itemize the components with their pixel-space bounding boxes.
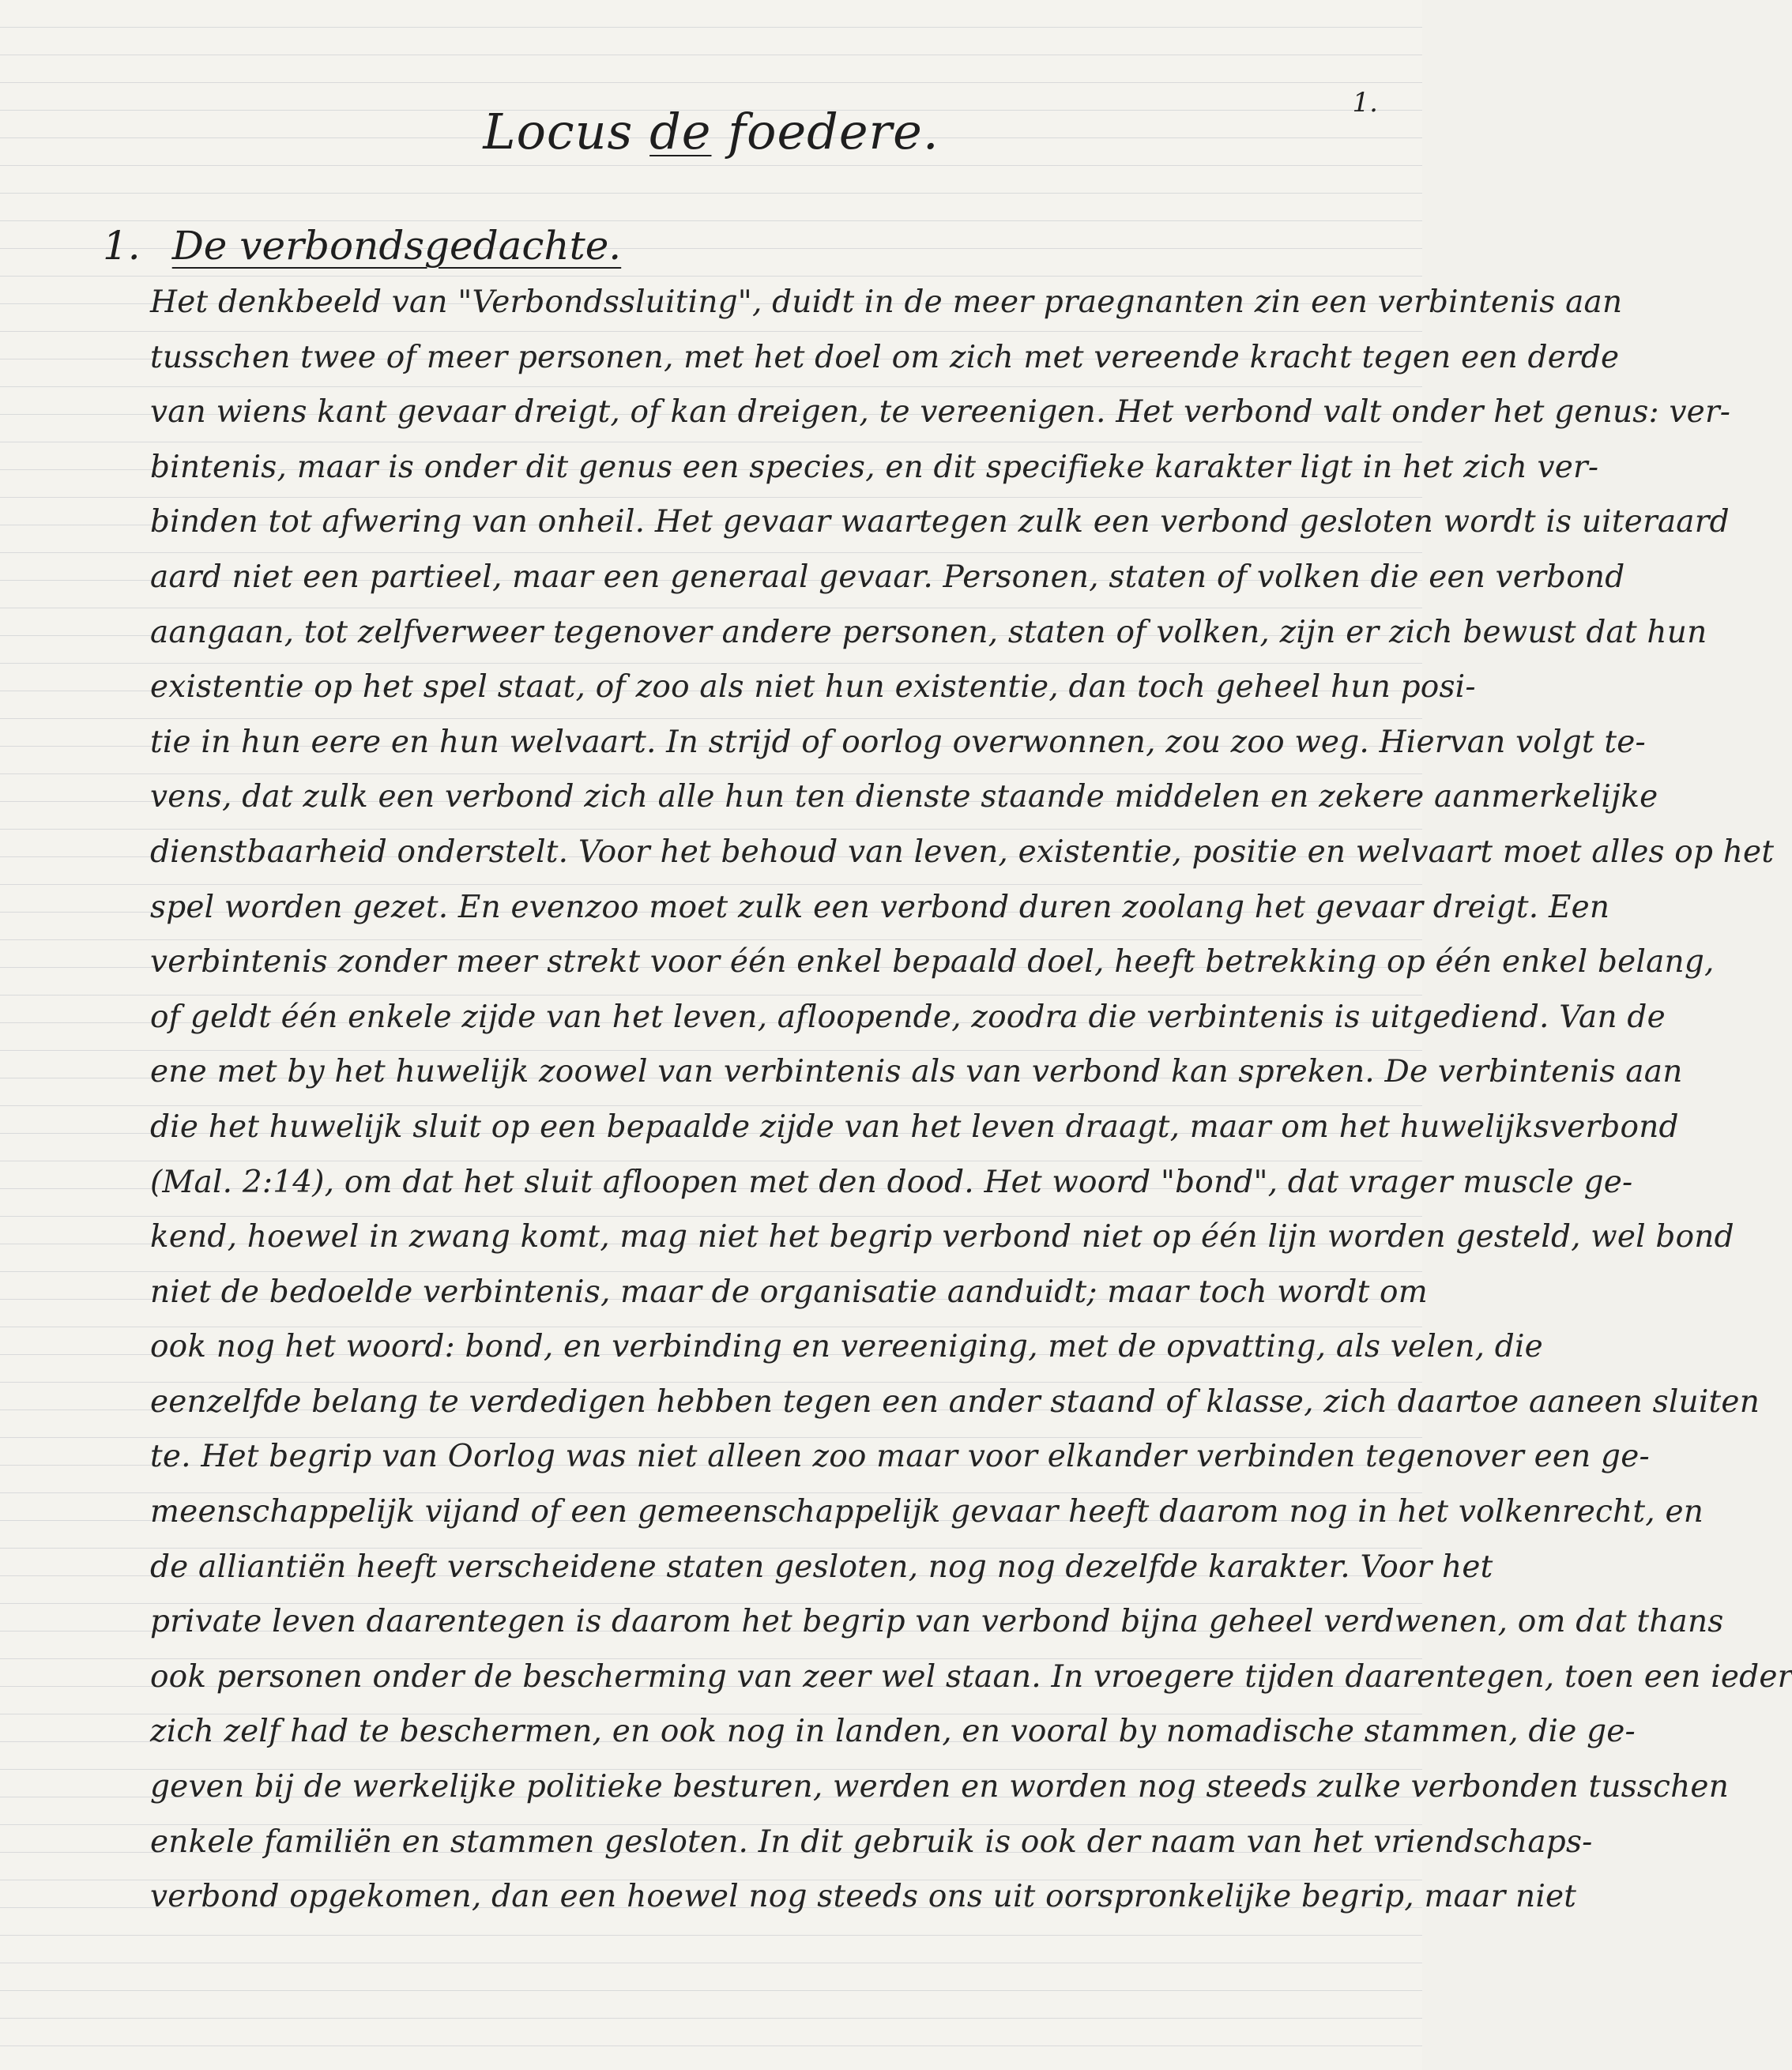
section-heading-text: De verbondsgedachte. bbox=[171, 223, 622, 269]
text-line: enkele familiën en stammen gesloten. In dit gebruik is ook der naam van het vriendschaps- bbox=[150, 1823, 1593, 1860]
text-line: tusschen twee of meer personen, met het doel om zich met vereende kracht tegen een derde bbox=[150, 339, 1620, 375]
title-after: foedere. bbox=[711, 103, 939, 160]
page-title bbox=[0, 103, 1422, 160]
text-line: (Mal. 2:14), om dat het sluit afloopen met den dood. Het woord "bond", dat vrager muscle ge- bbox=[150, 1164, 1633, 1200]
text-line: geven bij de werkelijke politieke besturen, werden en worden nog steeds zulke verbonden tusschen bbox=[150, 1769, 1730, 1805]
text-line: Het denkbeeld van "Verbondssluiting", duidt in de meer praegnanten zin een verbintenis aan bbox=[150, 284, 1623, 320]
text-line: ene met by het huwelijk zoowel van verbintenis als van verbond kan spreken. De verbintenis aan bbox=[150, 1054, 1683, 1090]
text-line: aard niet een partieel, maar een generaal gevaar. Personen, staten of volken die een verbond bbox=[150, 559, 1625, 595]
text-line: verbintenis zonder meer strekt voor één enkel bepaald doel, heeft betrekking op één enkel belang, bbox=[150, 944, 1715, 980]
text-line: vens, dat zulk een verbond zich alle hun ten dienste staande middelen en zekere aanmerkelijke bbox=[150, 779, 1658, 815]
title-before: Locus bbox=[483, 103, 650, 160]
text-line: verbond opgekomen, dan een hoewel nog steeds ons uit oorspronkelijke begrip, maar niet bbox=[150, 1879, 1577, 1915]
text-line: de alliantiën heeft verscheidene staten gesloten, nog nog dezelfde karakter. Voor het bbox=[150, 1549, 1493, 1585]
text-line: kend, hoewel in zwang komt, mag niet het begrip verbond niet op één lijn worden gesteld, wel bond bbox=[150, 1219, 1734, 1255]
body-text bbox=[150, 275, 1792, 1925]
text-line: te. Het begrip van Oorlog was niet alleen zoo maar voor elkander verbinden tegenover een ge- bbox=[150, 1439, 1650, 1475]
text-line: binden tot afwering van onheil. Het gevaar waartegen zulk een verbond gesloten wordt is uiteraard bbox=[150, 504, 1730, 540]
text-line: ook personen onder de bescherming van zeer wel staan. In vroegere tijden daarentegen, toen een ieder bbox=[150, 1658, 1792, 1695]
text-line: spel worden gezet. En evenzoo moet zulk een verbond duren zoolang het gevaar dreigt. Een bbox=[150, 889, 1610, 925]
text-line: aangaan, tot zelfverweer tegenover andere personen, staten of volken, zijn er zich bewust dat hun bbox=[150, 614, 1707, 650]
text-line: tie in hun eere en hun welvaart. In strijd of oorlog overwonnen, zou zoo weg. Hiervan volgt te- bbox=[150, 724, 1646, 760]
text-line: van wiens kant gevaar dreigt, of kan dreigen, te vereenigen. Het verbond valt onder het genus: ver- bbox=[150, 394, 1731, 431]
text-line: meenschappelijk vijand of een gemeenschappelijk gevaar heeft daarom nog in het volkenrecht, en bbox=[150, 1494, 1704, 1530]
text-line: existentie op het spel staat, of zoo als niet hun existentie, dan toch geheel hun posi- bbox=[150, 669, 1476, 706]
text-line: private leven daarentegen is daarom het begrip van verbond bijna geheel verdwenen, om dat thans bbox=[150, 1604, 1724, 1640]
section-number: 1. bbox=[103, 223, 141, 269]
text-line: zich zelf had te beschermen, en ook nog in landen, en vooral by nomadische stammen, die ge- bbox=[150, 1714, 1636, 1750]
text-line: niet de bedoelde verbintenis, maar de organisatie aanduidt; maar toch wordt om bbox=[150, 1274, 1428, 1310]
text-line: die het huwelijk sluit op een bepaalde zijde van het leven draagt, maar om het huwelijksverbond bbox=[150, 1108, 1679, 1145]
section-heading bbox=[103, 223, 621, 269]
page-number: 1. bbox=[1352, 87, 1378, 119]
text-line: bintenis, maar is onder dit genus een species, en dit specifieke karakter ligt in het zich ver- bbox=[150, 449, 1599, 485]
text-line: eenzelfde belang te verdedigen hebben tegen een ander staand of klasse, zich daartoe aaneen sluiten bbox=[150, 1383, 1760, 1420]
text-line: of geldt één enkele zijde van het leven, afloopende, zoodra die verbintenis is uitgediend. Van de bbox=[150, 999, 1666, 1035]
text-line: ook nog het woord: bond, en verbinding en vereeniging, met de opvatting, als velen, die bbox=[150, 1329, 1543, 1365]
text-line: dienstbaarheid onderstelt. Voor het behoud van leven, existentie, positie en welvaart moet alles op het bbox=[150, 834, 1775, 870]
title-de: de bbox=[649, 103, 712, 160]
